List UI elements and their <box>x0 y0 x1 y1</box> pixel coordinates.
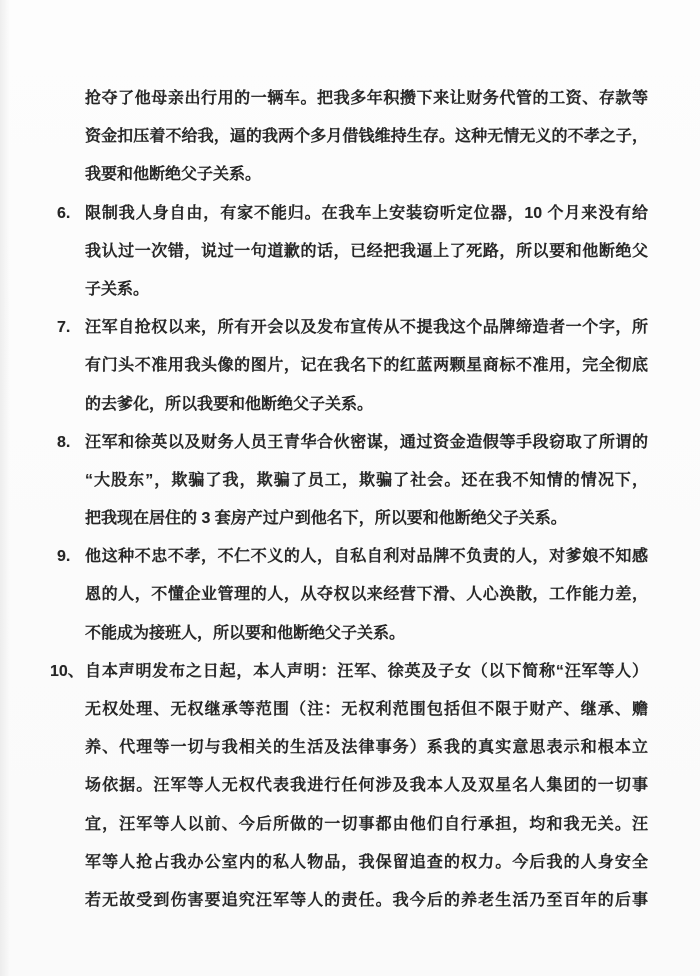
text-line: 把我现在居住的 3 套房产过户到他名下，所以要和他断绝父子关系。 <box>85 510 567 528</box>
list-number: 10、 <box>50 662 84 680</box>
list-number: 9. <box>57 548 71 566</box>
document-body <box>50 80 648 920</box>
text-line: “大股东”，欺骗了我，欺骗了员工，欺骗了社会。还在我不知情的情况下， <box>85 471 648 489</box>
list-item-8 <box>57 424 648 539</box>
text-line: 他这种不忠不孝，不仁不义的人，自私自利对品牌不负责的人，对爹娘不知感 <box>85 548 648 566</box>
text-line: 无权处理、无权继承等范围（注：无权利范围包括但不限于财产、继承、赡 <box>85 701 648 718</box>
list-number: 7. <box>57 319 71 337</box>
text-line: 子关系。 <box>85 280 150 298</box>
text-line: 养、代理等一切与我相关的生活及法律事务）系我的真实意思表示和根本立 <box>85 739 648 757</box>
text-line: 自本声明发布之日起，本人声明：汪军、徐英及子女（以下简称“汪军等人） <box>85 662 648 680</box>
list-item-10 <box>50 653 648 920</box>
text-line: 我认过一次错，说过一句道歉的话，已经把我逼上了死路，所以要和他断绝父 <box>85 242 648 260</box>
list-item-7 <box>57 309 648 424</box>
list-item-9 <box>57 538 648 653</box>
text-line: 汪军自抢权以来，所有开会以及发布宣传从不提我这个品牌缔造者一个字，所 <box>85 319 648 337</box>
list-number: 8. <box>57 433 71 451</box>
text-line: 抢夺了他母亲出行用的一辆车。把我多年积攒下来让财务代管的工资、存款等 <box>85 90 648 107</box>
text-line: 不能成为接班人，所以要和他断绝父子关系。 <box>85 624 406 642</box>
text-line: 若无故受到伤害要追究汪军等人的责任。我今后的养老生活乃至百年的后事 <box>85 891 648 909</box>
text-line: 有门头不准用我头像的图片，记在我名下的红蓝两颗星商标不准用，完全彻底 <box>85 357 648 375</box>
text-line: 我要和他断绝父子关系。 <box>85 166 262 184</box>
text-line: 汪军和徐英以及财务人员王青华合伙密谋，通过资金造假等手段窃取了所谓的 <box>85 433 648 451</box>
text-line: 宜，汪军等人以前、今后所做的一切事都由他们自行承担，均和我无关。汪 <box>85 815 648 833</box>
list-item-6 <box>57 195 648 310</box>
text-line: 限制我人身自由，有家不能归。在我车上安装窃听定位器，10 个月来没有给 <box>85 204 648 222</box>
text-line: 的去爹化，所以我要和他断绝父子关系。 <box>85 395 374 413</box>
text-line: 资金扣压着不给我，逼的我两个多月借钱维持生存。这种无情无义的不孝之子， <box>85 128 648 146</box>
text-line: 场依据。汪军等人无权代表我进行任何涉及我本人及双星名人集团的一切事 <box>85 777 648 795</box>
paragraph-continuation <box>85 80 648 195</box>
text-line: 恩的人，不懂企业管理的人，从夺权以来经营下滑、人心涣散，工作能力差， <box>85 586 648 604</box>
text-line: 军等人抢占我办公室内的私人物品，我保留追查的权力。今后我的人身安全 <box>85 853 648 871</box>
list-number: 6. <box>57 204 71 222</box>
